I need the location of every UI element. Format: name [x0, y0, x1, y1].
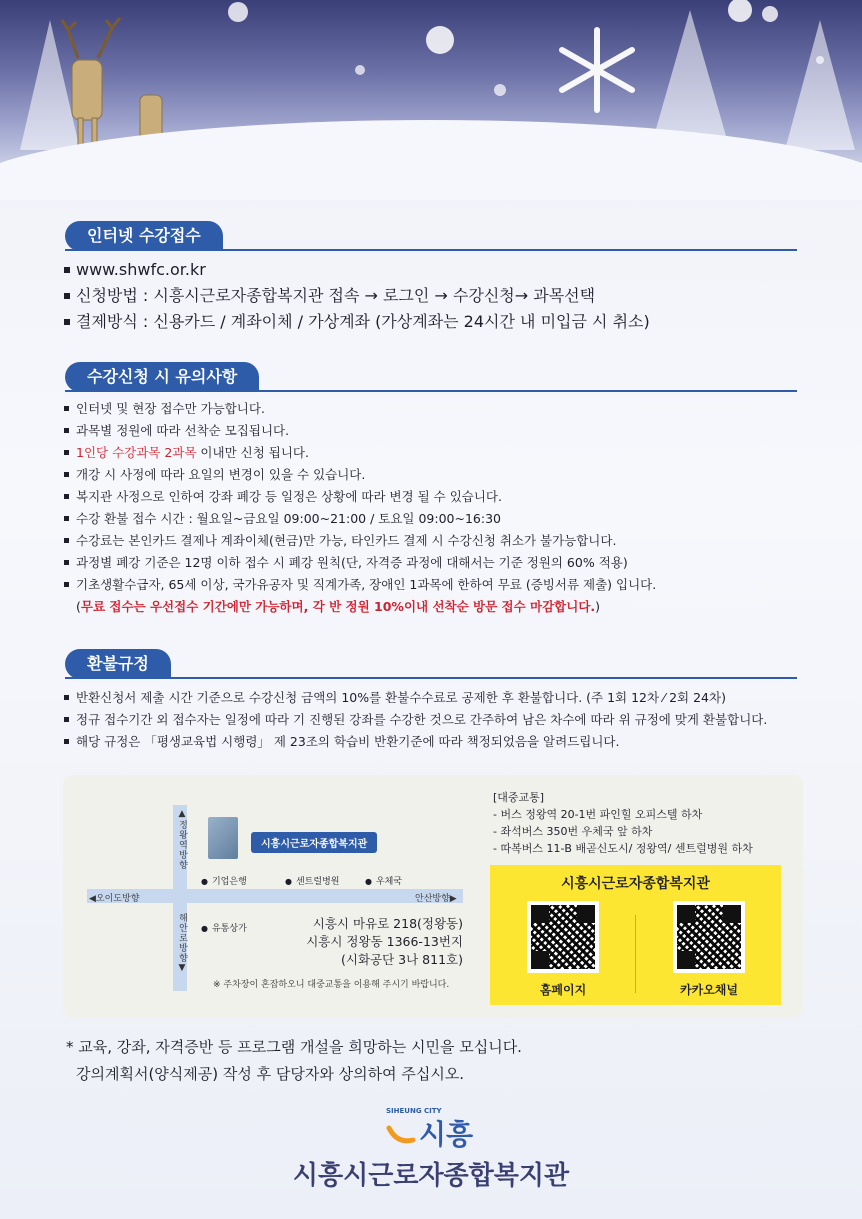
road-label-bottom: 해안로방향▼	[177, 913, 187, 974]
qr-code-homepage[interactable]	[527, 901, 599, 973]
section-notice-title: 수강신청 시 유의사항	[65, 362, 259, 392]
note-close-paren: )	[595, 599, 601, 614]
list-item: 반환신청서 제출 시간 기준으로 수강신청 금액의 10%를 환불수수료로 공제한 후 환불합니다. (주 1회 12차 ⁄ 2회 24차)	[64, 687, 767, 709]
road-label-left: ◀오이도방향	[89, 894, 140, 904]
parking-note: ※ 주차장이 혼잡하오니 대중교통을 이용해 주시기 바랍니다.	[213, 980, 450, 990]
section-internet-header	[65, 221, 797, 251]
transit-info	[493, 789, 753, 857]
free-registration-note	[76, 596, 600, 618]
road-label-top: ▲정왕역방향	[177, 809, 187, 870]
list-item	[64, 442, 656, 464]
section-refund-title: 환불규정	[65, 649, 171, 679]
list-item: 수강 환불 접수 시간 : 월요일~금요일 09:00~21:00 / 토요일 09:00~16:30	[64, 508, 656, 530]
highlight-text: 1인당 수강과목 2과목	[76, 445, 197, 460]
list-item: 인터넷 및 현장 접수만 가능합니다.	[64, 398, 656, 420]
note-red-text: 무료 접수는 우선접수 기간에만 가능하며, 각 반 정원 10%이내 선착순 방문 접수 마감합니다.	[80, 599, 596, 614]
address-line: 시흥시 정왕동 1366-13번지	[306, 934, 463, 949]
organization-name: 시흥시근로자종합복지관	[292, 1161, 570, 1191]
qr-code-kakao[interactable]	[673, 901, 745, 973]
list-item: 정규 접수기간 외 접수자는 일정에 따라 기 진행된 강좌를 수강한 것으로 간주하여 남은 차수에 따라 위 규정에 맞게 환불합니다.	[64, 709, 767, 731]
location-info-box	[63, 775, 803, 1018]
qr-box-title: 시흥시근로자종합복지관	[561, 876, 710, 892]
address	[293, 915, 463, 969]
list-item: 개강 시 사정에 따라 요일의 변경이 있을 수 있습니다.	[64, 464, 656, 486]
building-name: 시흥시근로자종합복지관	[251, 832, 377, 853]
poi-mall: ● 유통상가	[201, 921, 247, 934]
poi-bank: ● 기업은행	[201, 874, 247, 887]
road-horizontal	[87, 889, 463, 903]
road-label-right: 안산방향▶	[415, 894, 457, 904]
list-item: 복지관 사정으로 인하여 강좌 폐강 등 일정은 상황에 따라 변경 될 수 있습니다.	[64, 486, 656, 508]
city-logo-icon	[385, 1110, 480, 1152]
notice-list	[64, 398, 656, 596]
transit-line: - 좌석버스 350번 우체국 앞 하차	[493, 825, 653, 838]
address-line: 시흥시 마유로 218(정왕동)	[312, 916, 463, 931]
qr-label-homepage: 홈페이지	[539, 983, 587, 997]
list-item: 과목별 정원에 따라 선착순 모집됩니다.	[64, 420, 656, 442]
city-logo-caption: SIHEUNG CITY	[386, 1107, 442, 1115]
list-item[interactable]: www.shwfc.or.kr	[64, 257, 650, 283]
building-icon	[208, 817, 238, 859]
poi-post-office: ● 우체국	[365, 874, 402, 887]
footer-note	[66, 1034, 522, 1088]
footer-line: 강의계획서(양식제공) 작성 후 담당자와 상의하여 주십시오.	[76, 1065, 465, 1083]
list-item: 수강료는 본인카드 결제나 계좌이체(현금)만 가능, 타인카드 결제 시 수강신청 취소가 불가능합니다.	[64, 530, 656, 552]
qr-label-kakao: 카카오채널	[680, 983, 738, 997]
address-line: (시화공단 3나 811호)	[341, 952, 463, 967]
qr-divider	[635, 915, 636, 993]
winter-banner	[0, 0, 862, 200]
section-notice-header	[65, 362, 797, 392]
note-open-paren: (	[76, 599, 81, 614]
refund-list	[64, 687, 767, 753]
internet-list	[64, 257, 650, 335]
poi-hospital: ● 센트럴병원	[285, 874, 339, 887]
list-item-text: 이내만 신청 됩니다.	[196, 445, 309, 460]
list-item: 결제방식 : 신용카드 / 계좌이체 / 가상계좌 (가상계좌는 24시간 내 미입금 시 취소)	[64, 309, 650, 335]
list-item: 과정별 폐강 기준은 12명 이하 접수 시 폐강 원칙(단, 자격증 과정에 대해서는 기준 정원의 60% 적용)	[64, 552, 656, 574]
section-refund-header	[65, 649, 797, 679]
snowflake-icon	[562, 30, 632, 110]
list-item: 해당 규정은 「평생교육법 시행령」 제 23조의 학습비 반환기준에 따라 책정되었음을 알려드립니다.	[64, 731, 767, 753]
qr-box	[490, 865, 781, 1005]
list-item: 신청방법 : 시흥시근로자종합복지관 접속 → 로그인 → 수강신청→ 과목선택	[64, 283, 650, 309]
section-internet-title: 인터넷 수강접수	[65, 221, 223, 251]
footer-line: * 교육, 강좌, 자격증반 등 프로그램 개설을 희망하는 시민을 모십니다.	[66, 1038, 522, 1056]
list-item: 기초생활수급자, 65세 이상, 국가유공자 및 직계가족, 장애인 1과목에 한하여 무료 (증빙서류 제출) 입니다.	[64, 574, 656, 596]
transit-title: [대중교통]	[493, 791, 545, 804]
location-map	[63, 775, 483, 1018]
transit-line: - 버스 정왕역 20-1번 파인힐 오피스텔 하차	[493, 808, 703, 821]
transit-line: - 따복버스 11-B 배곧신도시/ 정왕역/ 센트럴병원 하차	[493, 842, 753, 855]
svg-text:시흥: 시흥	[419, 1118, 474, 1151]
